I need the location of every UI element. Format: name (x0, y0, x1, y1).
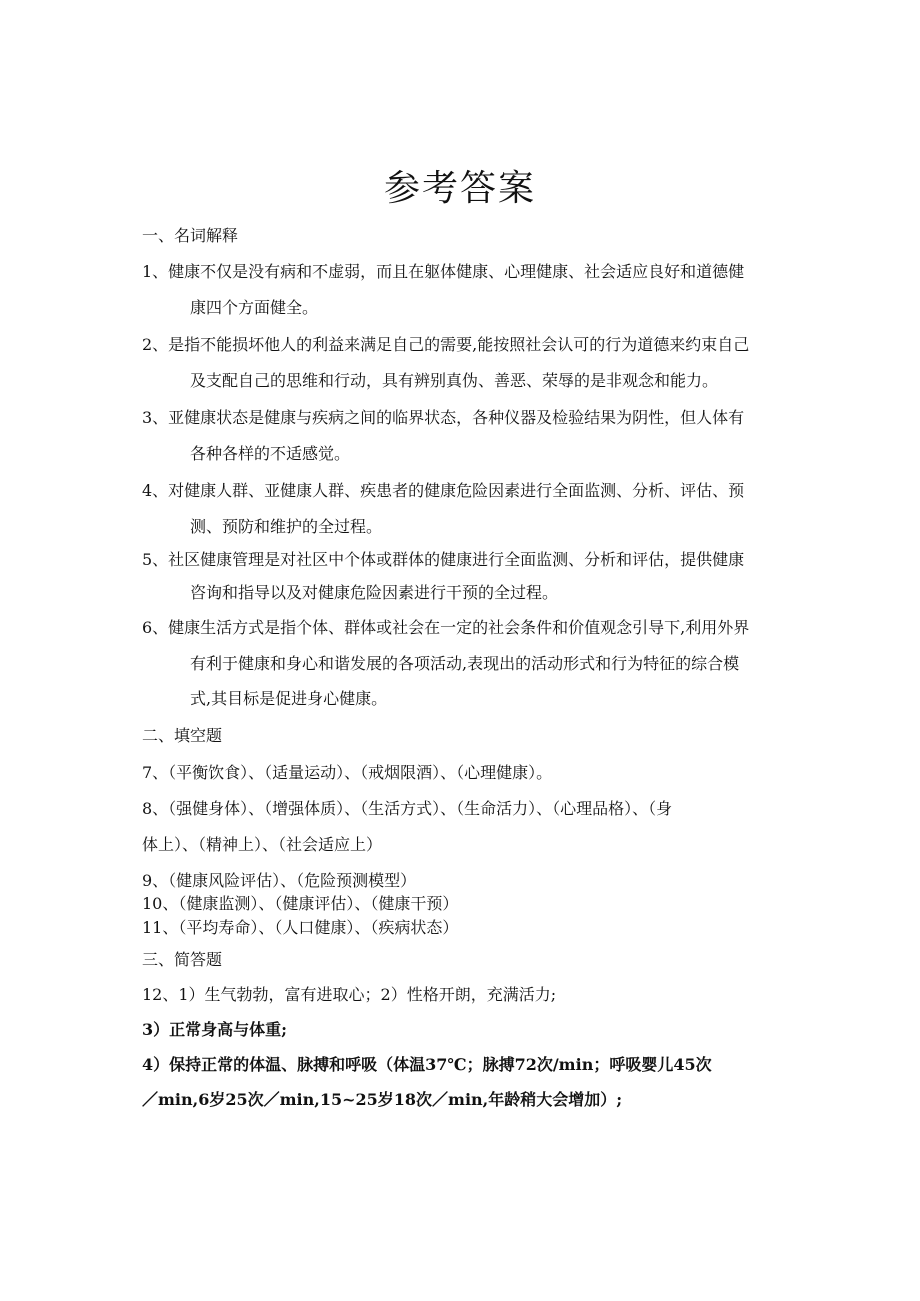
definition-2-line-2: 及支配自己的思维和行动，具有辨别真伪、善恶、荣辱的是非观念和能力。 (190, 371, 719, 390)
answer-12-line-4: ／min,6岁25次／min,15~25岁18次／min,年龄稍大会增加）; (142, 1090, 623, 1109)
fill-item-7: 7、（平衡饮食）、（适量运动）、（戒烟限酒）、（心理健康）。 (142, 763, 553, 782)
fill-item-8-line-1: 8、（强健身体）、（增强体质）、（生活方式）、（生命活力）、（心理品格）、（身 (142, 799, 673, 818)
definition-3-line-2: 各种各样的不适感觉。 (190, 444, 351, 463)
fill-item-8-line-2: 体上）、（精神上）、（社会适应上） (142, 835, 383, 854)
fill-item-11: 11、（平均寿命）、（人口健康）、（疾病状态） (142, 918, 459, 937)
definition-6-line-1: 6、健康生活方式是指个体、群体或社会在一定的社会条件和价值观念引导下,利用外界 (142, 618, 750, 637)
definition-1-line-1: 1、健康不仅是没有病和不虚弱，而且在躯体健康、心理健康、社会适应良好和道德健 (142, 262, 745, 281)
definition-4-line-2: 测、预防和维护的全过程。 (190, 517, 383, 536)
section-heading-short-answer: 三、简答题 (142, 950, 223, 969)
answer-12-line-3: 4）保持正常的体温、脉搏和呼吸（体温37℃；脉搏72次/min；呼吸婴儿45次 (142, 1055, 712, 1074)
definition-6-line-3: 式,其目标是促进身心健康。 (190, 689, 388, 708)
definition-5-line-1: 5、社区健康管理是对社区中个体或群体的健康进行全面监测、分析和评估，提供健康 (142, 550, 745, 569)
page-title: 参考答案 (383, 168, 536, 209)
answer-12-line-2: 3）正常身高与体重; (142, 1020, 288, 1039)
definition-5-line-2: 咨询和指导以及对健康危险因素进行干预的全过程。 (190, 583, 559, 602)
section-heading-fill-blank: 二、填空题 (142, 726, 223, 745)
definition-6-line-2: 有利于健康和身心和谐发展的各项活动,表现出的活动形式和行为特征的综合模 (190, 654, 740, 673)
definition-3-line-1: 3、亚健康状态是健康与疾病之间的临界状态，各种仪器及检验结果为阴性，但人体有 (142, 408, 745, 427)
definition-2-line-1: 2、是指不能损坏他人的利益来满足自己的需要,能按照社会认可的行为道德来约束自己 (142, 335, 750, 354)
answer-12-line-1: 12、1）生气勃勃，富有进取心；2）性格开朗，充满活力; (142, 985, 557, 1004)
definition-1-line-2: 康四个方面健全。 (190, 298, 319, 317)
definition-4-line-1: 4、对健康人群、亚健康人群、疾患者的健康危险因素进行全面监测、分析、评估、预 (142, 481, 745, 500)
fill-item-9: 9、（健康风险评估）、（危险预测模型） (142, 871, 417, 890)
section-heading-definitions: 一、名词解释 (142, 226, 239, 245)
fill-item-10: 10、（健康监测）、（健康评估）、（健康干预） (142, 894, 459, 913)
